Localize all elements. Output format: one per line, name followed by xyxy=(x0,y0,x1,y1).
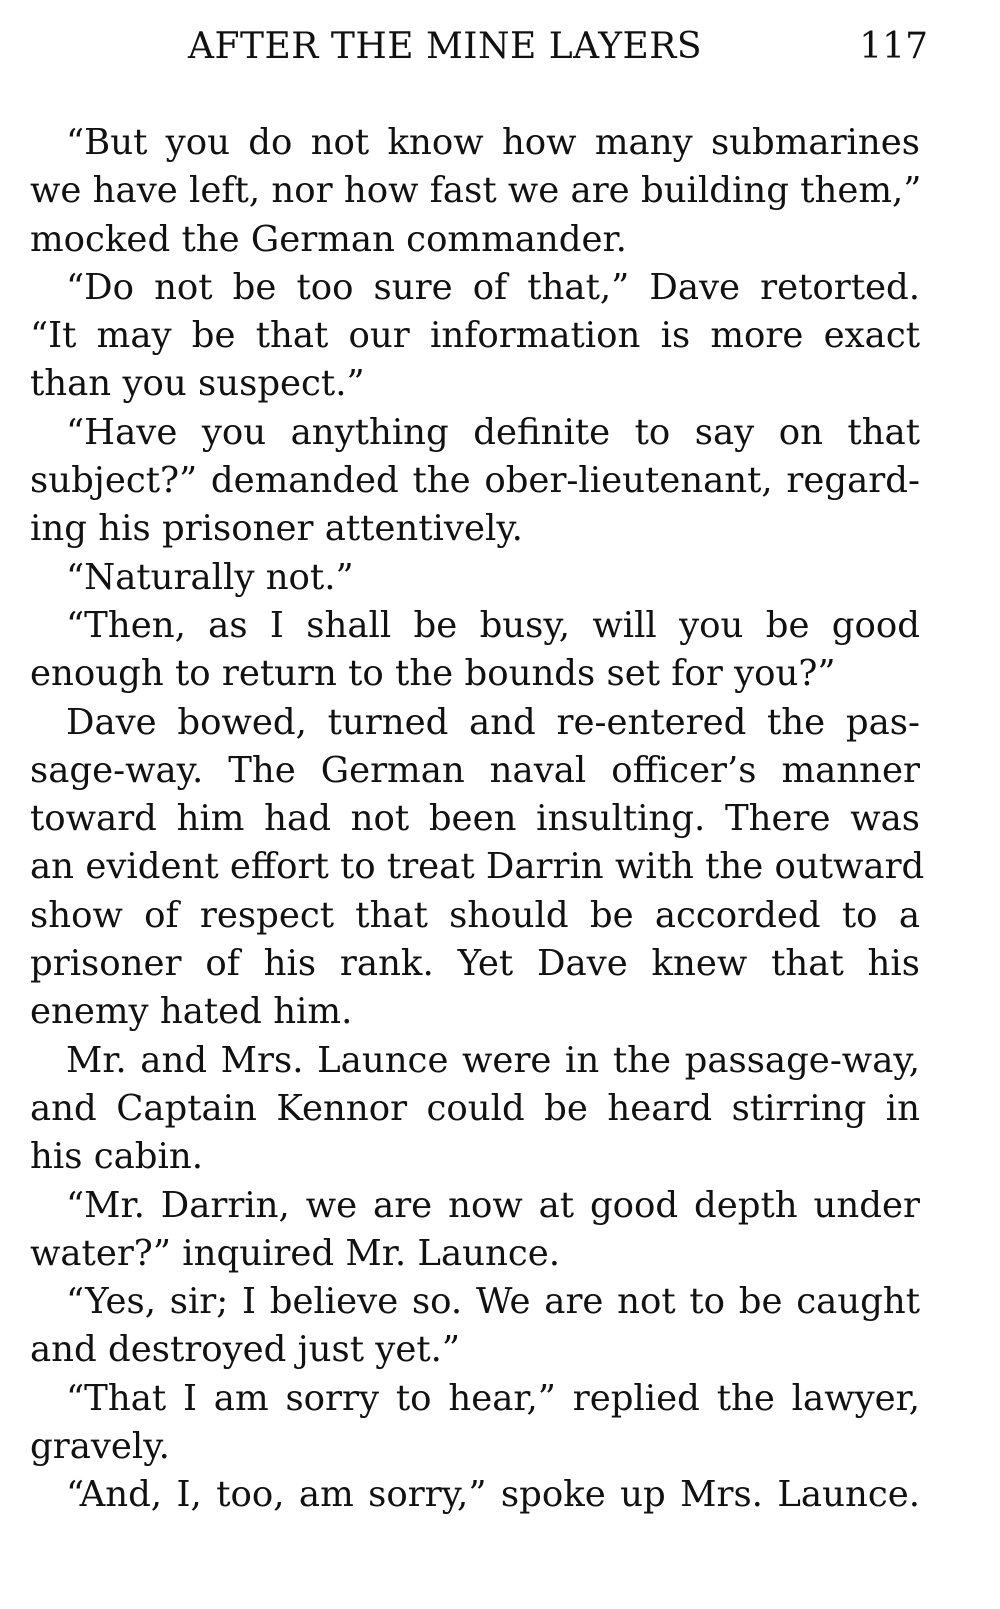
text-line: “But you do not know how many submarines xyxy=(66,122,920,163)
text-line: “That I am sorry to hear,” replied the lawyer, xyxy=(66,1377,920,1419)
text-line: water?” inquired Mr. Launce. xyxy=(30,1232,561,1274)
text-line: toward him had not been insulting. There was xyxy=(30,798,920,840)
text-line: Mr. and Mrs. Launce were in the passage-way, xyxy=(66,1039,920,1081)
body-text xyxy=(30,119,925,1520)
text-line: “Mr. Darrin, we are now at good depth under xyxy=(66,1184,920,1226)
text-line: “It may be that our information is more exact xyxy=(30,315,920,357)
text-line: “Then, as I shall be busy, will you be good xyxy=(66,604,920,646)
text-line: “Do not be too sure of that,” Dave retorted. xyxy=(66,266,920,308)
text-line: mocked the German commander. xyxy=(30,218,627,260)
text-line: his cabin. xyxy=(30,1136,203,1178)
text-line: gravely. xyxy=(30,1426,170,1468)
text-line: “And, I, too, am sorry,” spoke up Mrs. Launce. xyxy=(66,1474,920,1516)
text-line: an evident effort to treat Darrin with the outward xyxy=(30,846,925,888)
text-line: enemy hated him. xyxy=(30,991,353,1033)
text-line: show of respect that should be accorded to a xyxy=(30,894,920,936)
running-head xyxy=(0,22,1000,72)
text-line: “Yes, sir; I believe so. We are not to be caught xyxy=(66,1281,920,1323)
text-line: ing his prisoner attentively. xyxy=(30,508,523,550)
text-line: prisoner of his rank. Yet Dave knew that his xyxy=(30,943,920,985)
text-line: “Naturally not.” xyxy=(66,556,354,598)
running-title: AFTER THE MINE LAYERS xyxy=(188,26,703,67)
text-line: enough to return to the bounds set for you?” xyxy=(30,653,836,695)
page-number: 117 xyxy=(859,26,928,67)
text-line: Dave bowed, turned and re-entered the pas- xyxy=(66,701,920,743)
text-line: and Captain Kennor could be heard stirring in xyxy=(30,1087,920,1129)
text-line: sage-way. The German naval officer’s manner xyxy=(30,749,920,791)
text-line: than you suspect.” xyxy=(30,363,365,405)
text-line: we have left, nor how fast we are building them,” xyxy=(30,170,922,212)
text-line: and destroyed just yet.” xyxy=(30,1329,461,1371)
text-line: “Have you anything definite to say on that xyxy=(66,411,920,453)
text-line: subject?” demanded the ober-lieutenant, regard- xyxy=(30,460,920,502)
